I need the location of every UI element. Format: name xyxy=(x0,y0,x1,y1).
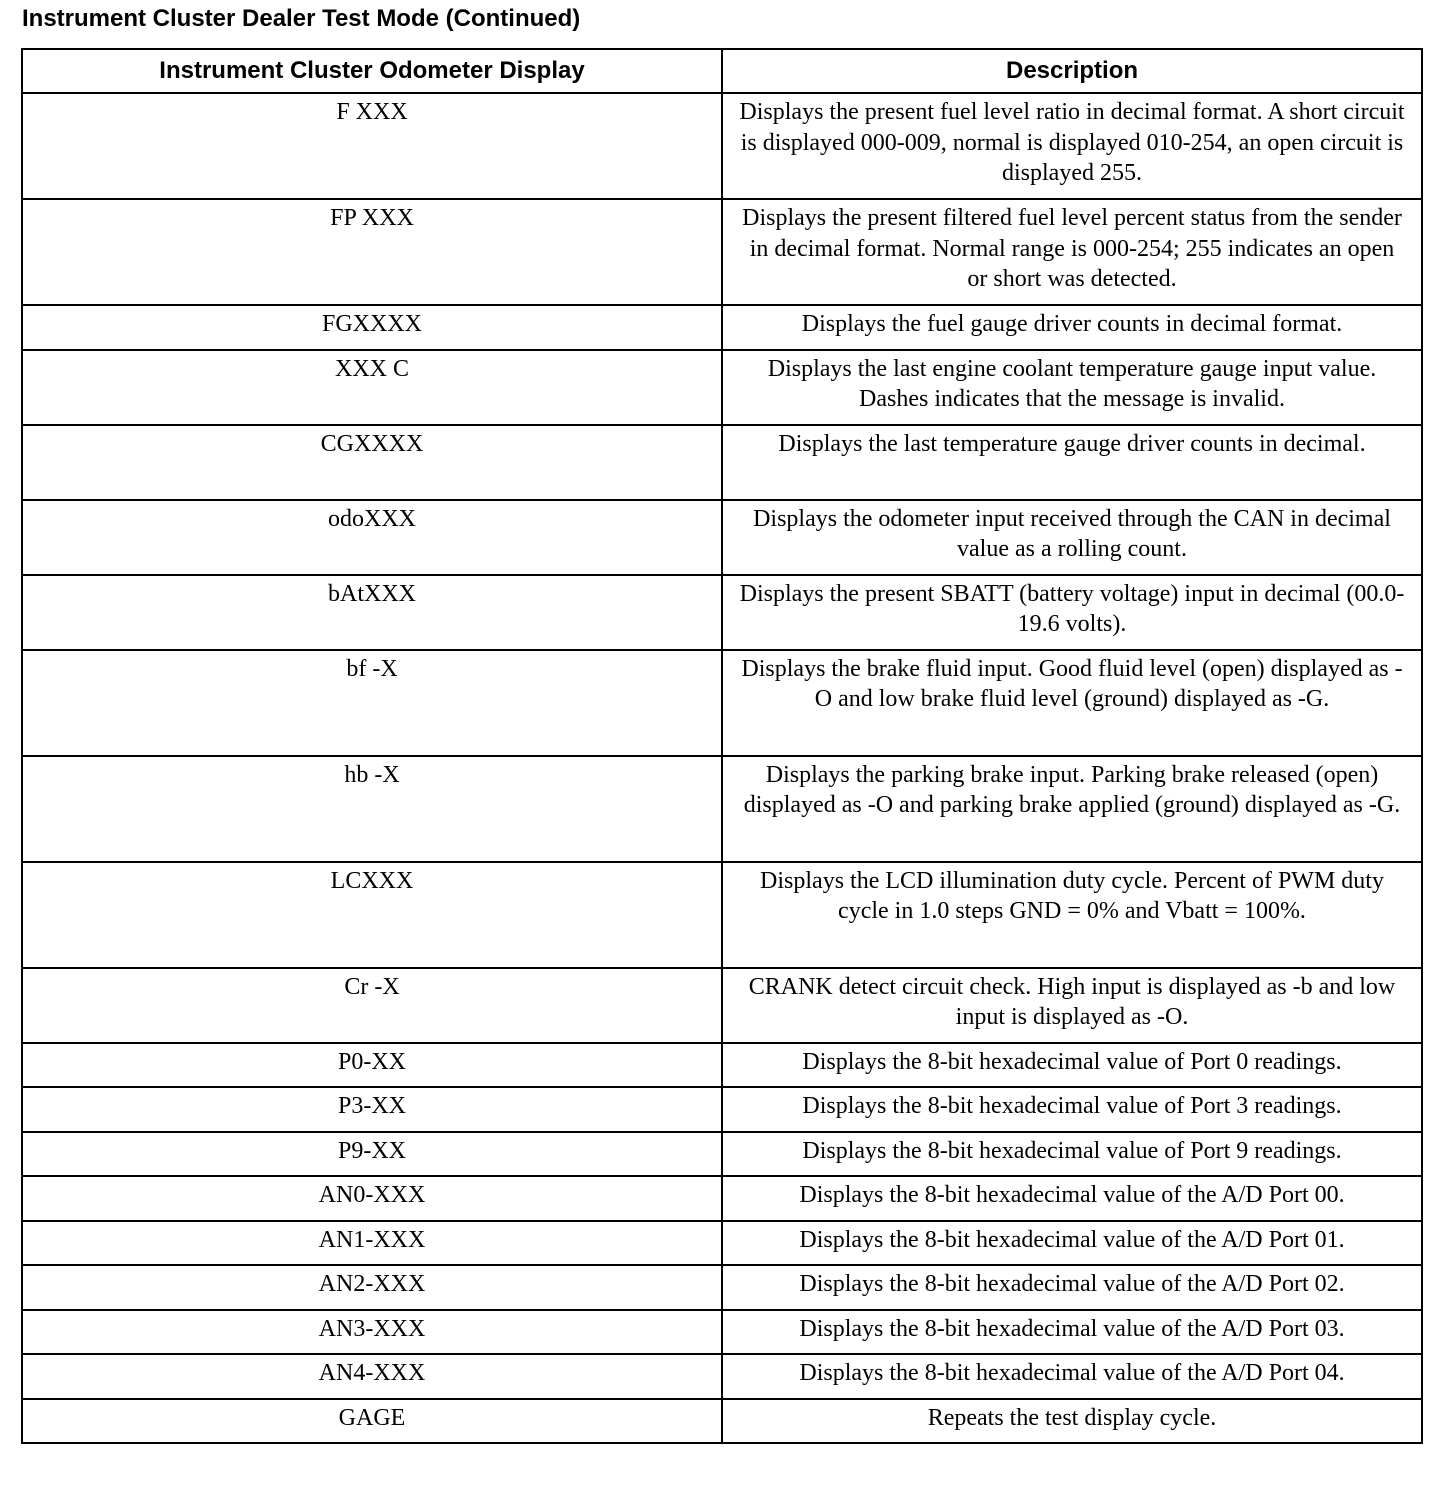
description-cell: Displays the 8-bit hexadecimal value of the A/D Port 02. xyxy=(722,1265,1422,1310)
description-cell: Displays the 8-bit hexadecimal value of the A/D Port 01. xyxy=(722,1221,1422,1266)
description-cell: Displays the odometer input received through the CAN in decimal value as a rolling count. xyxy=(722,500,1422,575)
table-row xyxy=(22,93,1422,199)
page-title: Instrument Cluster Dealer Test Mode (Continued) xyxy=(22,5,581,32)
table-row xyxy=(22,199,1422,305)
table-header-row xyxy=(22,49,1422,93)
description-cell: Displays the present fuel level ratio in decimal format. A short circuit is displayed 000-009, normal is displayed 010-254, an open circuit is displayed 255. xyxy=(722,93,1422,199)
description-cell: Displays the 8-bit hexadecimal value of the A/D Port 04. xyxy=(722,1354,1422,1399)
column-header-display: Instrument Cluster Odometer Display xyxy=(22,49,722,93)
table-row xyxy=(22,1399,1422,1444)
description-cell: Displays the parking brake input. Parking brake released (open) displayed as -O and parking brake applied (ground) displayed as -G. xyxy=(722,756,1422,862)
table-row xyxy=(22,500,1422,575)
table-row xyxy=(22,862,1422,968)
description-cell: Displays the present filtered fuel level percent status from the sender in decimal format. Normal range is 000-254; 255 indicates an open or short was detected. xyxy=(722,199,1422,305)
description-cell: Displays the 8-bit hexadecimal value of Port 9 readings. xyxy=(722,1132,1422,1177)
display-cell: Cr -X xyxy=(22,968,722,1043)
display-cell: CGXXXX xyxy=(22,425,722,500)
table-row xyxy=(22,1354,1422,1399)
table-row xyxy=(22,1132,1422,1177)
dealer-test-mode-table xyxy=(21,48,1423,1444)
description-cell: Displays the LCD illumination duty cycle. Percent of PWM duty cycle in 1.0 steps GND = 0% and Vbatt = 100%. xyxy=(722,862,1422,968)
display-cell: F XXX xyxy=(22,93,722,199)
table-row xyxy=(22,968,1422,1043)
description-cell: Displays the 8-bit hexadecimal value of Port 3 readings. xyxy=(722,1087,1422,1132)
table-row xyxy=(22,350,1422,425)
display-cell: P0-XX xyxy=(22,1043,722,1088)
display-cell: AN0-XXX xyxy=(22,1176,722,1221)
table-row xyxy=(22,650,1422,756)
description-cell: Displays the present SBATT (battery voltage) input in decimal (00.0-19.6 volts). xyxy=(722,575,1422,650)
description-cell: Repeats the test display cycle. xyxy=(722,1399,1422,1444)
display-cell: FP XXX xyxy=(22,199,722,305)
table-row xyxy=(22,1087,1422,1132)
display-cell: P9-XX xyxy=(22,1132,722,1177)
table-row xyxy=(22,1310,1422,1355)
display-cell: GAGE xyxy=(22,1399,722,1444)
table-row xyxy=(22,1221,1422,1266)
display-cell: XXX C xyxy=(22,350,722,425)
description-cell: CRANK detect circuit check. High input is displayed as -b and low input is displayed as -O. xyxy=(722,968,1422,1043)
display-cell: AN3-XXX xyxy=(22,1310,722,1355)
table-row xyxy=(22,305,1422,350)
display-cell: AN2-XXX xyxy=(22,1265,722,1310)
display-cell: odoXXX xyxy=(22,500,722,575)
display-cell: bAtXXX xyxy=(22,575,722,650)
display-cell: AN1-XXX xyxy=(22,1221,722,1266)
description-cell: Displays the 8-bit hexadecimal value of the A/D Port 03. xyxy=(722,1310,1422,1355)
table-row xyxy=(22,1176,1422,1221)
description-cell: Displays the last engine coolant temperature gauge input value. Dashes indicates that the message is invalid. xyxy=(722,350,1422,425)
table-row xyxy=(22,1265,1422,1310)
column-header-description: Description xyxy=(722,49,1422,93)
table-row xyxy=(22,575,1422,650)
display-cell: AN4-XXX xyxy=(22,1354,722,1399)
description-cell: Displays the brake fluid input. Good fluid level (open) displayed as -O and low brake fluid level (ground) displayed as -G. xyxy=(722,650,1422,756)
display-cell: P3-XX xyxy=(22,1087,722,1132)
display-cell: bf -X xyxy=(22,650,722,756)
table-row xyxy=(22,425,1422,500)
table-row xyxy=(22,1043,1422,1088)
display-cell: LCXXX xyxy=(22,862,722,968)
description-cell: Displays the 8-bit hexadecimal value of Port 0 readings. xyxy=(722,1043,1422,1088)
description-cell: Displays the last temperature gauge driver counts in decimal. xyxy=(722,425,1422,500)
description-cell: Displays the 8-bit hexadecimal value of the A/D Port 00. xyxy=(722,1176,1422,1221)
description-cell: Displays the fuel gauge driver counts in decimal format. xyxy=(722,305,1422,350)
display-cell: hb -X xyxy=(22,756,722,862)
table-row xyxy=(22,756,1422,862)
display-cell: FGXXXX xyxy=(22,305,722,350)
